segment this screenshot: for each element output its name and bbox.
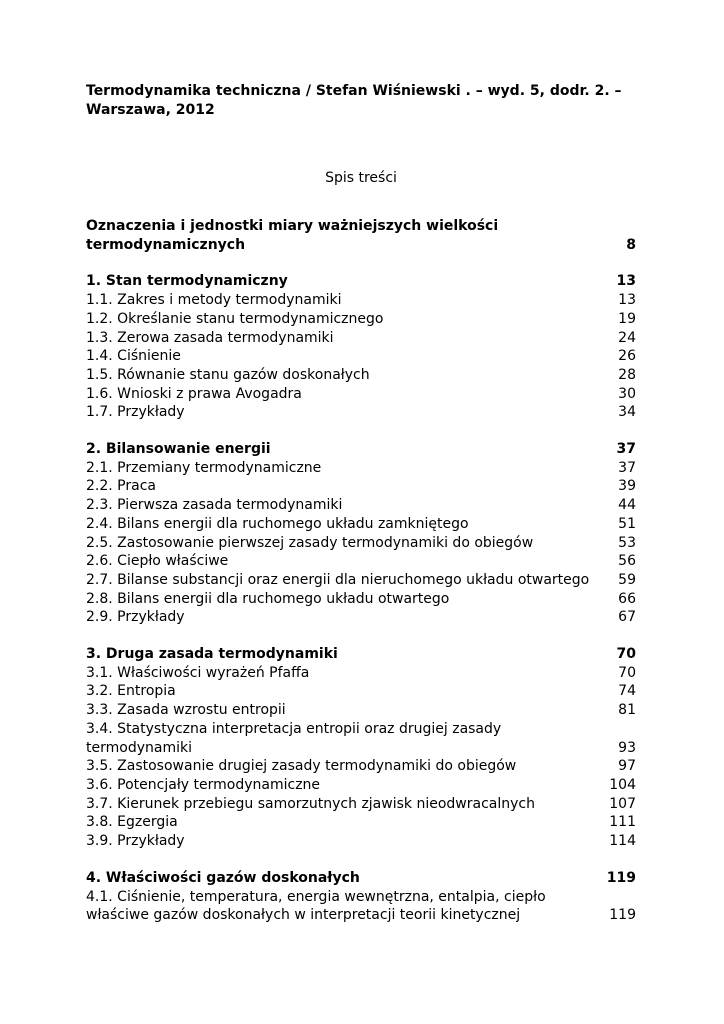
toc-entry xyxy=(86,385,636,404)
toc-heading: Spis treści xyxy=(325,170,397,186)
toc-entry xyxy=(86,832,636,851)
toc-entry xyxy=(86,403,636,422)
toc-entry xyxy=(86,329,636,348)
document-page xyxy=(86,82,636,943)
entry-title: 2.3. Pierwsza zasada termodynamiki xyxy=(86,497,343,514)
entry-page-number: 37 xyxy=(618,459,636,476)
chapter-page-number: 13 xyxy=(616,273,636,290)
toc-entry xyxy=(86,366,636,385)
entry-page-number: 53 xyxy=(618,534,636,551)
entry-title: 1.6. Wnioski z prawa Avogadra xyxy=(86,385,302,402)
entry-title: 2.1. Przemiany termodynamiczne xyxy=(86,459,322,476)
entry-title: 3.5. Zastosowanie drugiej zasady termodynamiki do obiegów xyxy=(86,758,517,775)
entry-title: 2.2. Praca xyxy=(86,478,156,495)
toc-entry xyxy=(86,477,636,496)
chapter-page-number: 8 xyxy=(626,236,636,253)
entry-title: 1.1. Zakres i metody termodynamiki xyxy=(86,292,342,309)
toc-entry xyxy=(86,459,636,478)
toc-entry xyxy=(86,552,636,571)
entry-title: 3.2. Entropia xyxy=(86,683,176,700)
entry-title: 1.4. Ciśnienie xyxy=(86,348,181,365)
entry-title: 1.7. Przykłady xyxy=(86,404,185,421)
entry-page-number: 70 xyxy=(618,664,636,681)
entry-title: 3.6. Potencjały termodynamiczne xyxy=(86,776,321,793)
entry-title: 2.7. Bilanse substancji oraz energii dla nieruchomego układu otwartego xyxy=(86,571,590,588)
toc-chapter-heading xyxy=(86,217,636,254)
entry-page-number: 114 xyxy=(609,833,636,850)
entry-title: 2.5. Zastosowanie pierwszej zasady termodynamiki do obiegów xyxy=(86,534,534,551)
entry-page-number: 104 xyxy=(609,776,636,793)
toc-entry xyxy=(86,664,636,683)
document-title: Termodynamika techniczna / Stefan Wiśniewski . – wyd. 5, dodr. 2. – Warszawa, 2012 xyxy=(86,83,622,118)
toc-chapter-heading xyxy=(86,869,636,888)
entry-page-number: 66 xyxy=(618,590,636,607)
toc-entry xyxy=(86,608,636,627)
entry-title: 1.3. Zerowa zasada termodynamiki xyxy=(86,329,334,346)
toc-entry xyxy=(86,888,636,925)
toc-section xyxy=(86,869,636,925)
toc-entry xyxy=(86,291,636,310)
toc-entry xyxy=(86,571,636,590)
chapter-title: 1. Stan termodynamiczny xyxy=(86,273,288,290)
entry-page-number: 119 xyxy=(609,907,636,924)
chapter-title: 3. Druga zasada termodynamiki xyxy=(86,646,338,663)
entry-page-number: 30 xyxy=(618,385,636,402)
toc-section xyxy=(86,272,636,422)
entry-page-number: 28 xyxy=(618,366,636,383)
toc-section xyxy=(86,217,636,254)
chapter-page-number: 119 xyxy=(606,869,636,886)
entry-page-number: 24 xyxy=(618,329,636,346)
entry-title: 3.3. Zasada wzrostu entropii xyxy=(86,702,286,719)
entry-title: 3.8. Egzergia xyxy=(86,814,178,831)
toc-entry xyxy=(86,757,636,776)
entry-title: 3.4. Statystyczna interpretacja entropii oraz drugiej zasady termodynamiki xyxy=(86,720,502,756)
entry-page-number: 111 xyxy=(609,814,636,831)
entry-title: 3.9. Przykłady xyxy=(86,833,185,850)
entry-title: 1.2. Określanie stanu termodynamicznego xyxy=(86,310,384,327)
entry-title: 3.7. Kierunek przebiegu samorzutnych zjawisk nieodwracalnych xyxy=(86,795,535,812)
entry-title: 4.1. Ciśnienie, temperatura, energia wewnętrzna, entalpia, ciepło właściwe gazów doskonałych w interpretacji teorii kinetycznej xyxy=(86,888,546,924)
table-of-contents xyxy=(86,217,636,925)
entry-page-number: 56 xyxy=(618,553,636,570)
entry-title: 2.8. Bilans energii dla ruchomego układu otwartego xyxy=(86,590,450,607)
toc-chapter-heading xyxy=(86,272,636,291)
toc-entry xyxy=(86,515,636,534)
entry-page-number: 97 xyxy=(618,758,636,775)
entry-title: 2.9. Przykłady xyxy=(86,609,185,626)
entry-title: 2.4. Bilans energii dla ruchomego układu zamkniętego xyxy=(86,515,469,532)
entry-page-number: 13 xyxy=(618,292,636,309)
entry-page-number: 107 xyxy=(609,795,636,812)
toc-section xyxy=(86,645,636,851)
toc-section xyxy=(86,440,636,627)
toc-entry xyxy=(86,795,636,814)
entry-page-number: 67 xyxy=(618,609,636,626)
toc-entry xyxy=(86,720,636,757)
entry-page-number: 74 xyxy=(618,683,636,700)
chapter-page-number: 70 xyxy=(616,646,636,663)
toc-entry xyxy=(86,776,636,795)
toc-entry xyxy=(86,701,636,720)
entry-page-number: 19 xyxy=(618,310,636,327)
entry-page-number: 26 xyxy=(618,348,636,365)
entry-page-number: 34 xyxy=(618,404,636,421)
toc-entry xyxy=(86,813,636,832)
entry-title: 2.6. Ciepło właściwe xyxy=(86,553,229,570)
chapter-title: Oznaczenia i jednostki miary ważniejszych wielkości termodynamicznych xyxy=(86,218,499,253)
entry-title: 3.1. Właściwości wyrażeń Pfaffa xyxy=(86,664,310,681)
toc-chapter-heading xyxy=(86,440,636,459)
entry-page-number: 44 xyxy=(618,497,636,514)
chapter-page-number: 37 xyxy=(616,441,636,458)
toc-entry xyxy=(86,590,636,609)
toc-entry xyxy=(86,534,636,553)
entry-page-number: 93 xyxy=(618,739,636,756)
toc-entry xyxy=(86,347,636,366)
entry-page-number: 39 xyxy=(618,478,636,495)
entry-page-number: 51 xyxy=(618,515,636,532)
entry-title: 1.5. Równanie stanu gazów doskonałych xyxy=(86,366,370,383)
entry-page-number: 59 xyxy=(618,571,636,588)
toc-entry xyxy=(86,310,636,329)
entry-page-number: 81 xyxy=(618,702,636,719)
toc-entry xyxy=(86,496,636,515)
chapter-title: 4. Właściwości gazów doskonałych xyxy=(86,869,360,886)
toc-chapter-heading xyxy=(86,645,636,664)
chapter-title: 2. Bilansowanie energii xyxy=(86,441,271,458)
toc-entry xyxy=(86,682,636,701)
